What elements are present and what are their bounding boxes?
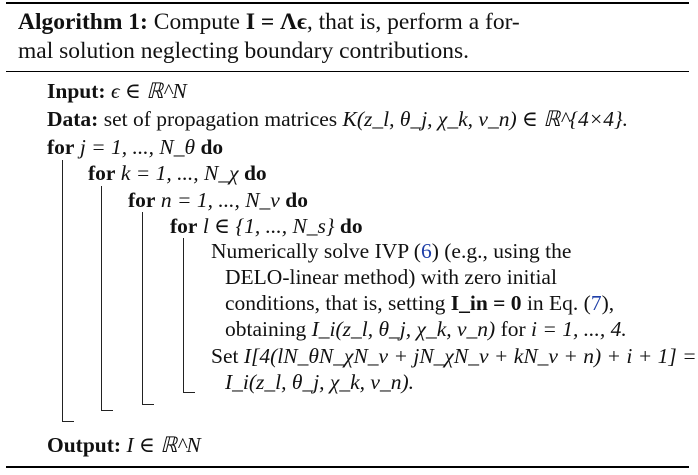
set-line-1 — [211, 343, 697, 369]
solve-mid-3: in Eq. ( — [526, 291, 591, 315]
solve-end-3: ), — [601, 291, 615, 315]
data-math: K(z_l, θ_j, χ_k, ν_n) ∈ ℝ^{4×4}. — [342, 107, 628, 131]
solve-line-1 — [211, 238, 571, 264]
loop-l-bracket-end — [183, 392, 195, 393]
solve-text-4: obtaining — [225, 317, 307, 341]
data-line — [47, 106, 628, 132]
loop-l-keyword: for — [170, 214, 198, 238]
loop-l-bracket — [183, 238, 184, 393]
caption-rest: , that is, perform a for- — [306, 9, 520, 35]
set-line-2 — [225, 369, 414, 395]
loop-k — [88, 160, 267, 186]
caption-text: Compute — [147, 9, 246, 35]
set-label: Set — [211, 344, 239, 368]
input-line — [47, 78, 187, 104]
loop-k-keyword: for — [88, 161, 116, 185]
solve-rest-1: ) (e.g., using the — [431, 239, 572, 263]
solve-math-3: I_in = 0 — [450, 291, 522, 315]
caption-label: Algorithm 1: — [18, 9, 148, 35]
loop-j — [47, 134, 223, 160]
data-text: set of propagation matrices — [103, 107, 338, 131]
input-label: Input: — [47, 79, 106, 103]
loop-l-expr: l ∈ {1, ..., N_s} — [202, 214, 335, 238]
ref-eq-6[interactable]: 6 — [420, 239, 432, 263]
loop-k-do: do — [243, 161, 267, 185]
loop-n-bracket-end — [142, 404, 154, 405]
solve-line-4 — [225, 316, 627, 342]
loop-k-bracket — [101, 186, 102, 411]
solve-line-2: DELO-linear method) with zero initial — [225, 265, 557, 289]
input-math: ϵ ∈ ℝ^N — [110, 79, 187, 103]
set-math-1: I[4(lN_θN_χN_ν + jN_χN_ν + kN_ν + n) + i + 1] = — [243, 344, 697, 368]
loop-n-expr: n = 1, ..., N_ν — [160, 188, 280, 212]
loop-n-keyword: for — [128, 188, 156, 212]
loop-j-keyword: for — [47, 135, 75, 159]
output-line — [47, 432, 201, 458]
bottom-rule — [6, 466, 689, 468]
caption-line-1 — [18, 8, 520, 36]
set-math-2: I_i(z_l, θ_j, χ_k, ν_n). — [225, 370, 414, 394]
output-label: Output: — [47, 433, 122, 457]
caption-line-2: mal solution neglecting boundary contributions. — [18, 38, 469, 64]
top-rule — [6, 2, 689, 4]
loop-n-do: do — [285, 188, 308, 212]
loop-k-bracket-end — [101, 410, 113, 411]
loop-n-bracket — [142, 212, 143, 405]
data-label: Data: — [47, 107, 99, 131]
loop-j-bracket-end — [62, 421, 74, 422]
solve-range-4: i = 1, ..., 4. — [531, 317, 627, 341]
output-math: I ∈ ℝ^N — [126, 433, 201, 457]
loop-l — [170, 213, 363, 239]
loop-j-do: do — [200, 135, 224, 159]
loop-k-expr: k = 1, ..., N_χ — [120, 161, 239, 185]
ref-eq-7[interactable]: 7 — [590, 291, 602, 315]
caption-rule — [6, 71, 689, 72]
caption-math: I = Λϵ — [245, 9, 307, 35]
solve-text-1: Numerically solve IVP ( — [211, 239, 421, 263]
loop-l-do: do — [339, 214, 363, 238]
loop-j-bracket — [62, 160, 63, 422]
solve-mid-4: for — [500, 317, 526, 341]
loop-j-expr: j = 1, ..., N_θ — [79, 135, 196, 159]
solve-math-4: I_i(z_l, θ_j, χ_k, ν_n) — [311, 317, 496, 341]
loop-n — [128, 187, 308, 213]
solve-line-3 — [225, 290, 614, 316]
solve-text-3: conditions, that is, setting — [225, 291, 446, 315]
